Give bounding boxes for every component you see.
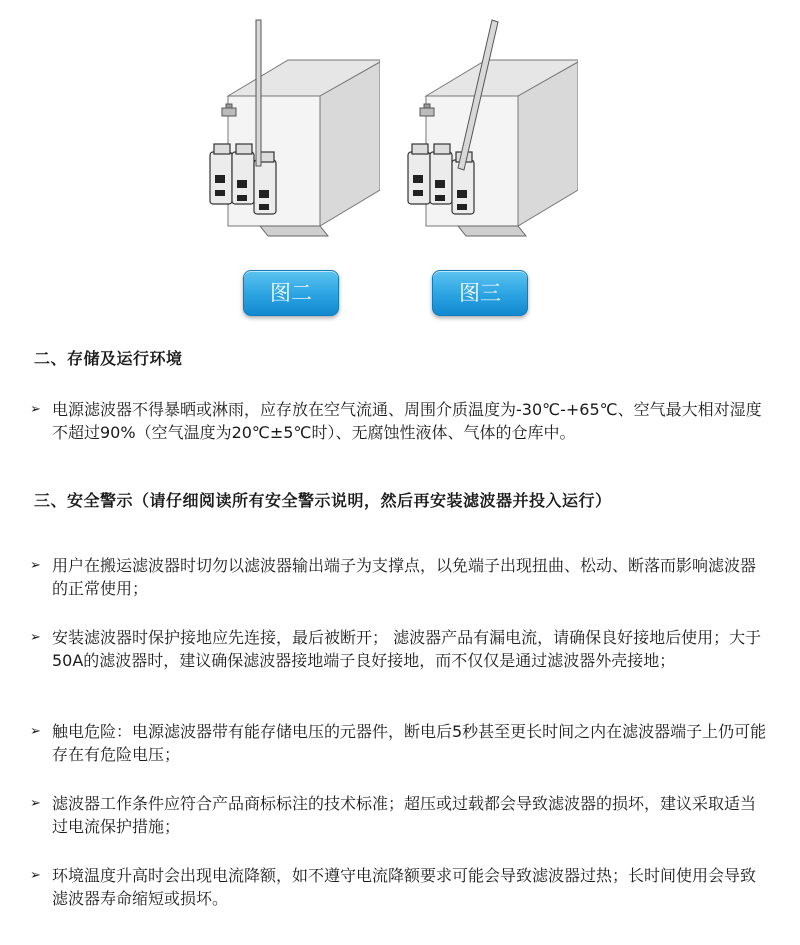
arrow-bullet-icon: ➢ — [30, 724, 41, 739]
list-item — [30, 792, 770, 838]
arrow-bullet-icon: ➢ — [30, 558, 41, 573]
list-item — [30, 864, 770, 910]
list-item — [30, 626, 770, 672]
figure-2-label-button: 图二 — [243, 270, 339, 316]
list-item — [30, 398, 770, 444]
filter-illustration-fig2 — [200, 0, 380, 250]
section-storage-title: 二、存储及运行环境 — [34, 349, 183, 368]
figure-3-label-button: 图三 — [432, 270, 528, 316]
list-item-text: 电源滤波器不得暴晒或淋雨，应存放在空气流通、周围介质温度为-30℃-+65℃、空气最大相对湿度不超过90%（空气温度为20℃±5℃时）、无腐蚀性液体、气体的仓库中。 — [52, 400, 762, 442]
list-item-text: 触电危险：电源滤波器带有能存储电压的元器件，断电后5秒甚至更长时间之内在滤波器端子上仍可能存在有危险电压； — [52, 722, 767, 764]
arrow-bullet-icon: ➢ — [30, 868, 41, 883]
list-item-text: 安装滤波器时保护接地应先连接，最后被断开； 滤波器产品有漏电流，请确保良好接地后使用；大于50A的滤波器时，建议确保滤波器接地端子良好接地，而不仅仅是通过滤波器外壳接地； — [52, 628, 762, 670]
list-item-text: 用户在搬运滤波器时切勿以滤波器输出端子为支撑点，以免端子出现扭曲、松动、断落而影响滤波器的正常使用； — [52, 556, 757, 598]
arrow-bullet-icon: ➢ — [30, 402, 41, 417]
list-item-text: 环境温度升高时会出现电流降额，如不遵守电流降额要求可能会导致滤波器过热；长时间使用会导致滤波器寿命缩短或损坏。 — [52, 866, 757, 908]
list-item — [30, 720, 770, 766]
arrow-bullet-icon: ➢ — [30, 630, 41, 645]
list-item — [30, 554, 770, 600]
list-item-text: 滤波器工作条件应符合产品商标标注的技术标准；超压或过载都会导致滤波器的损坏，建议采取适当过电流保护措施； — [52, 794, 757, 836]
arrow-bullet-icon: ➢ — [30, 796, 41, 811]
section-safety-title: 三、安全警示（请仔细阅读所有安全警示说明，然后再安装滤波器并投入运行） — [34, 491, 612, 510]
filter-illustration-fig3 — [398, 0, 578, 250]
